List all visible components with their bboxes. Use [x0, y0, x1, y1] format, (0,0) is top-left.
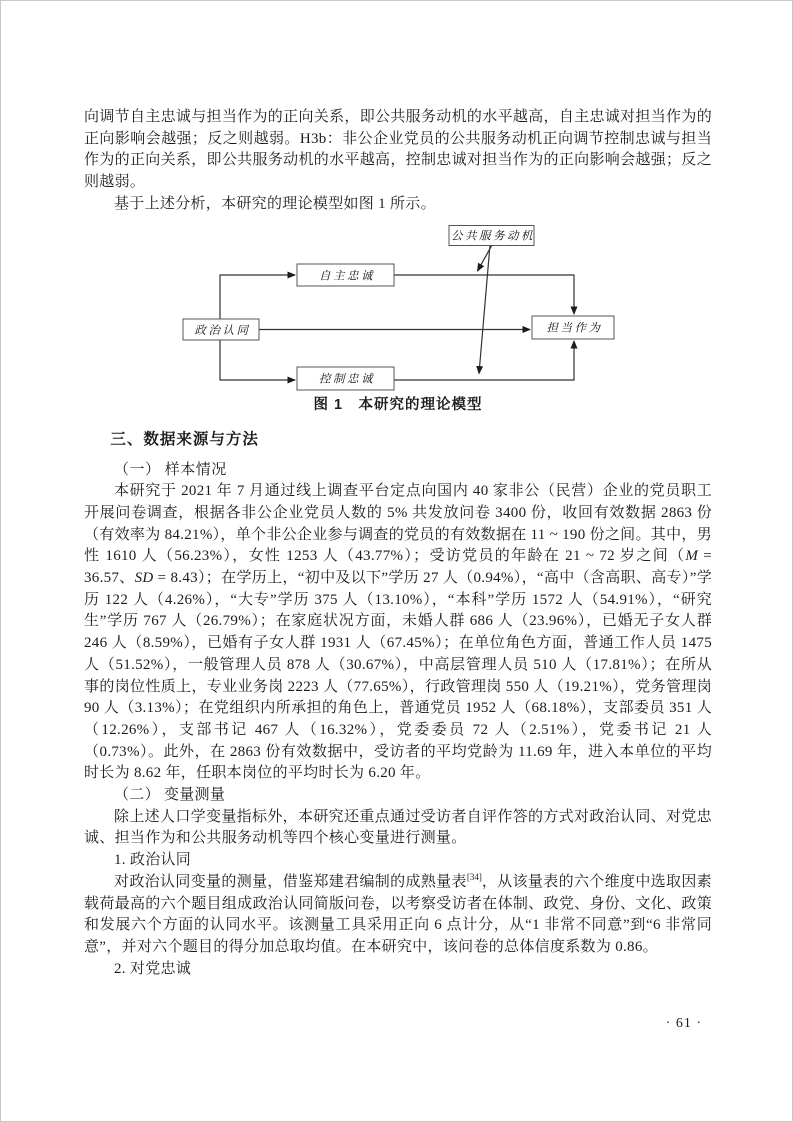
diagram-arrows — [220, 245, 574, 380]
figure-caption: 图 1 本研究的理论模型 — [313, 396, 483, 413]
arrow-controlled-to-responsibility — [394, 341, 574, 380]
theoretical-model-diagram — [151, 220, 651, 395]
diagram-node-labels — [195, 229, 603, 385]
arrow-political-to-controlled — [220, 340, 295, 380]
section-heading-data-sources: 三、数据来源与方法 — [110, 430, 259, 448]
node-responsibility-label: 担当作为 — [546, 322, 603, 335]
arrow-political-to-autonomous — [220, 275, 295, 319]
paragraph-measurement-intro: 除上述人口学变量指标外，本研究还重点通过受访者自评作答的方式对政治认同、对党忠诚、担当作为和公共服务动机等四个核心变量进行测量。 — [84, 808, 712, 847]
node-controlled-loyalty-label: 控制忠诚 — [319, 373, 375, 386]
text-column — [84, 1, 712, 980]
item-party-loyalty: 2. 对党忠诚 — [114, 960, 192, 977]
page-number: · 61 · — [665, 1016, 702, 1031]
item-political-identity: 1. 政治认同 — [114, 852, 192, 869]
figure-theoretical-model — [84, 220, 712, 413]
node-political-identity-label: 政治认同 — [194, 324, 251, 337]
paragraph-political-identity-measure: 对政治认同变量的测量，借鉴郑建君编制的成熟量表[34]，从该量表的六个维度中选取因素载荷最高的六个题目组成政治认同简版问卷，以考察受访者在体制、政党、身份、文化、政策和发展六个方面的认同水平。该测量工具采用正向 6 点计分，从“1 非常不同意”到“6 非常同意”，并对六个题目的得分加总取均值。在本研究中，该问卷的总体信度系数为 0.86。 — [84, 871, 712, 955]
paragraph-model-intro: 基于上述分析，本研究的理论模型如图 1 所示。 — [114, 195, 436, 212]
subheading-variable-measurement: （二） 变量测量 — [114, 787, 226, 804]
paragraph-hypotheses: 向调节自主忠诚与担当作为的正向关系，即公共服务动机的水平越高，自主忠诚对担当作为的正向影响会越强；反之则越弱。H3b：非公企业党员的公共服务动机正向调节控制忠诚与担当作为的正向关系，即公共服务动机的水平越高，控制忠诚对担当作为的正向影响会越强；反之则越弱。 — [84, 109, 712, 191]
subheading-sample: （一） 样本情况 — [114, 461, 227, 478]
diagram-nodes — [183, 225, 614, 390]
paragraph-sample-description: 本研究于 2021 年 7 月通过线上调查平台定点向国内 40 家非公（民营）企业的党员职工开展问卷调查，根据各非公企业党员人数的 5% 共发放问卷 3400 份，收回有效数据 2863 份（有效率为 84.21%），单个非公企业参与调查的党员的有效数据在 11 ~ 190 份之间。其中，男性 1610 人（56.23%），女性 1253 人（43.77%）；受访党员的年龄在 21 ~ 72 岁之间（M = 36.57、SD = 8.43）；在学历上，“初中及以下”学历 27 人（0.94%），“高中（含高职、高专）”学历 122 人（4.26%），“大专”学历 375 人（13.10%），“本科”学历 1572 人（54.91%），“研究生”学历 767 人（26.79%）；在家庭状况方面，未婚人群 686 人（23.96%），已婚无子女人群 246 人（8.59%），已婚有子女人群 1931 人（67.45%）；在单位角色方面，普通工作人员 1475 人（51.52%），一般管理人员 878 人（30.67%），中高层管理人员 510 人（17.81%）；在所从事的岗位性质上，专业业务岗 2223 人（77.65%），行政管理岗 550 人（19.21%），党务管理岗 90 人（3.13%）；在党组织内所承担的角色上，普通党员 1952 人（68.18%），支部委员 351 人（12.26%），支部书记 467 人（16.32%），党委委员 72 人（2.51%），党委书记 21 人（0.73%）。此外，在 2863 份有效数据中，受访者的平均党龄为 11.69 年，进入本单位的平均时长为 8.62 年，任职本岗位的平均时长为 6.20 年。 — [84, 483, 712, 782]
node-psm-label: 公共服务动机 — [451, 230, 535, 243]
node-autonomous-loyalty-label: 自主忠诚 — [319, 270, 375, 283]
